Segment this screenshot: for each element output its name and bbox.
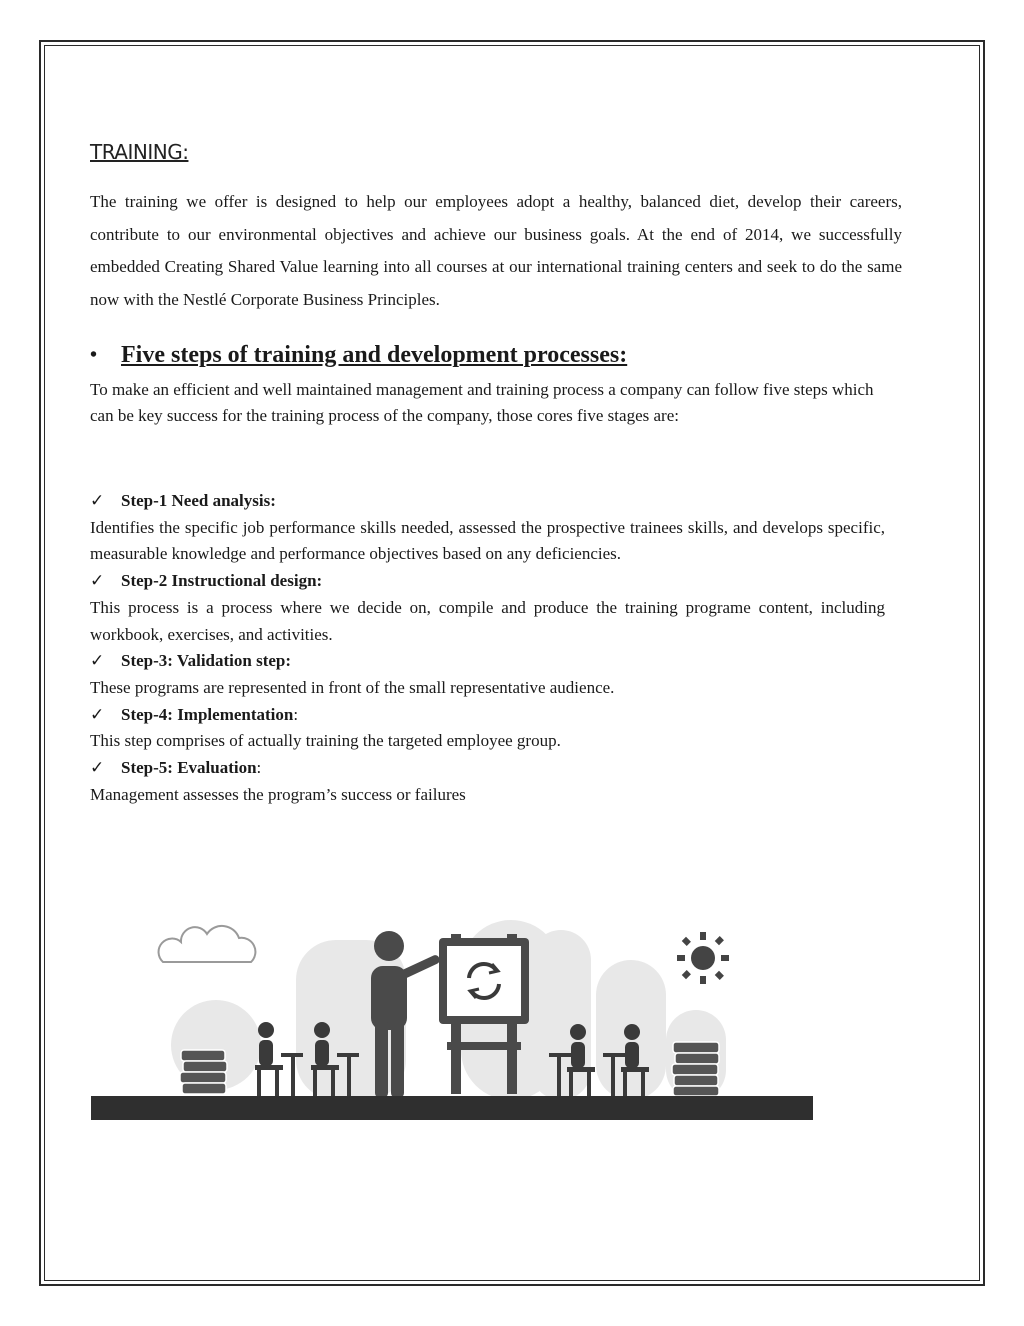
step-title-text: Step-1 Need analysis: bbox=[121, 491, 276, 510]
step-title bbox=[90, 702, 885, 729]
step-title-text: Step-4: Implementation bbox=[121, 704, 294, 724]
five-steps-heading-text: Five steps of training and development processes: bbox=[121, 342, 628, 368]
cloud-icon bbox=[159, 926, 256, 962]
step-title-text: Step-3: Validation step: bbox=[121, 651, 292, 671]
step-description: This step comprises of actually training the targeted employee group. bbox=[90, 731, 561, 751]
step-description: Management assesses the program’s success or failures bbox=[90, 784, 466, 804]
checkmark-icon: ✓ bbox=[90, 758, 105, 778]
ground-bar bbox=[91, 1096, 813, 1120]
list-item bbox=[90, 702, 885, 755]
training-paragraph: The training we offer is designed to help our employees adopt a healthy, balanced diet, develop their careers, contribute to our environmental objectives and achieve our business goals. At the end of 2014, we successfully embedded Creating Shared Value learning into all courses at our international training centers and seek to do the same now with the Nestlé Corporate Business Principles. bbox=[90, 192, 902, 309]
step-description: This process is a process where we decide on, compile and produce the training programe content, including workbook, exercises, and activities. bbox=[90, 597, 885, 644]
checkmark-icon: ✓ bbox=[90, 651, 105, 671]
five-steps-heading bbox=[90, 342, 902, 369]
sun-icon bbox=[677, 932, 729, 984]
step-title bbox=[90, 648, 885, 675]
step-title bbox=[90, 488, 885, 515]
book-stack-icon bbox=[180, 1050, 227, 1094]
list-item bbox=[90, 755, 885, 808]
trainer-figure bbox=[371, 931, 441, 1098]
list-item bbox=[90, 488, 885, 568]
trainee-figure bbox=[255, 1022, 303, 1098]
checkmark-icon: ✓ bbox=[90, 571, 105, 591]
list-item bbox=[90, 648, 885, 701]
step-title-suffix: : bbox=[293, 704, 299, 724]
checkmark-icon: ✓ bbox=[90, 491, 105, 510]
five-steps-intro: To make an efficient and well maintained management and training process a company can follow five steps which can be key success for the training process of the company, those cores five stages are: bbox=[90, 380, 874, 425]
step-title bbox=[90, 755, 885, 782]
step-description: Identifies the specific job performance skills needed, assessed the prospective trainees skills, and develops specific, measurable knowledge and performance objectives based on any deficiencies. bbox=[90, 517, 885, 564]
bullet-icon: • bbox=[90, 344, 98, 366]
checkmark-icon: ✓ bbox=[90, 704, 105, 724]
step-title-text: Step-5: Evaluation bbox=[121, 758, 257, 778]
book-stack-icon bbox=[672, 1042, 719, 1096]
step-title bbox=[90, 568, 885, 595]
training-heading: TRAINING: bbox=[90, 140, 189, 164]
step-description: These programs are represented in front of the small representative audience. bbox=[90, 677, 615, 697]
steps-list bbox=[90, 488, 885, 808]
step-title-suffix: : bbox=[256, 758, 262, 778]
list-item bbox=[90, 568, 885, 648]
training-illustration bbox=[91, 920, 813, 1120]
step-title-text: Step-2 Instructional design: bbox=[121, 571, 323, 591]
